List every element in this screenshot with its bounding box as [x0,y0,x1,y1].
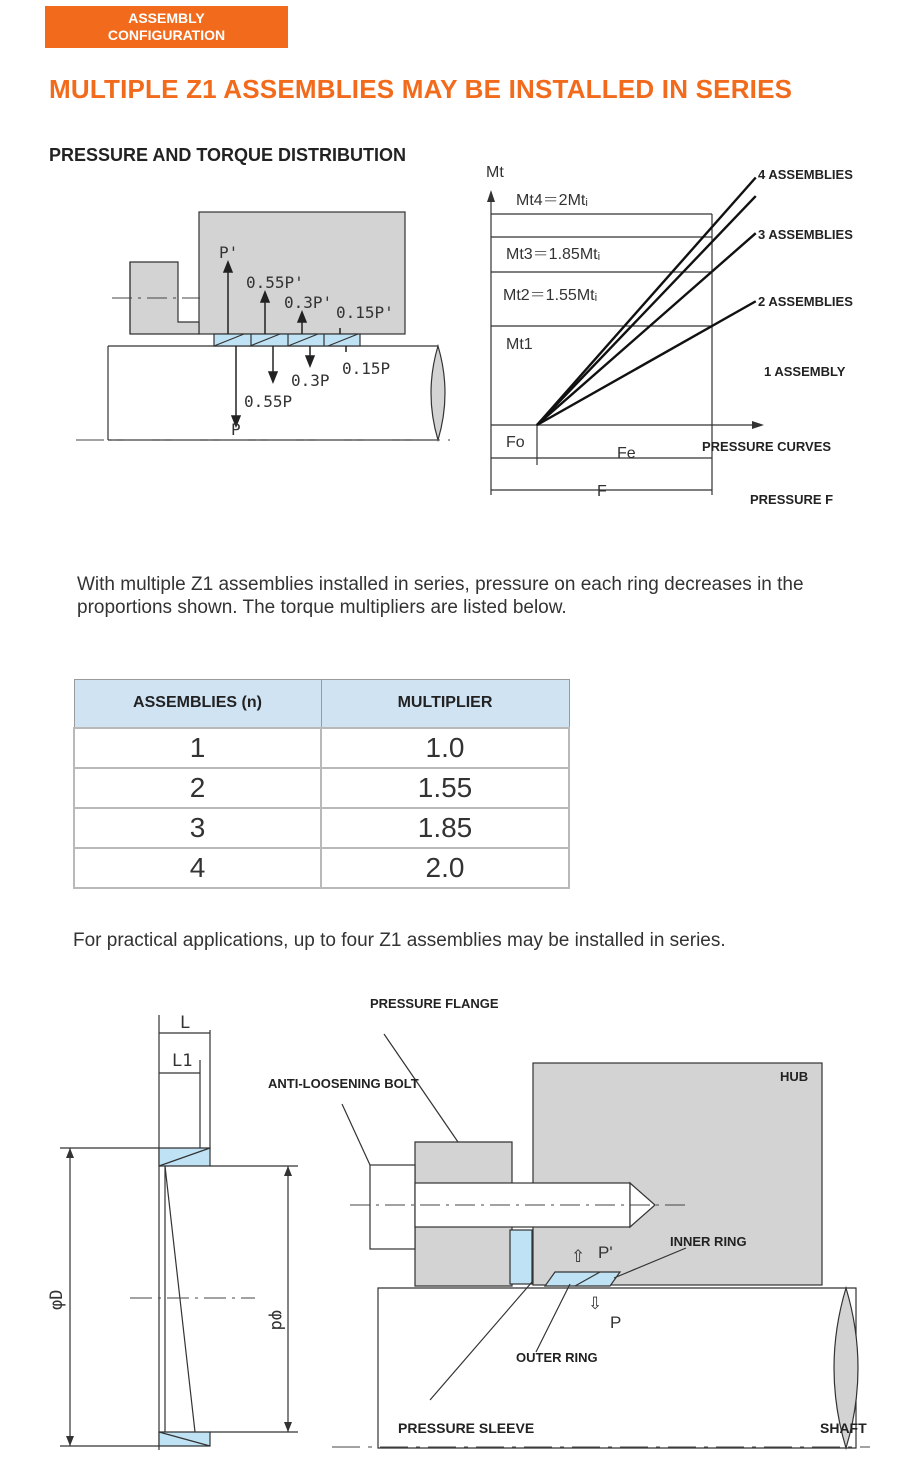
fe-label: Fe [617,445,636,462]
hub-label: HUB [780,1069,809,1084]
bolt-head [370,1165,415,1249]
intro-paragraph: With multiple Z1 assemblies installed in series, pressure on each ring decreases in the proportions shown. The torque multipliers are listed below. [77,574,804,618]
assembly-p-label: P [610,1313,622,1332]
badge-line-2: CONFIGURATION [107,27,226,43]
pressure-curves-label: PRESSURE CURVES [702,439,832,454]
badge-line-1: ASSEMBLY [128,10,205,26]
mt4-label: Mt4＝2Mtᵢ [516,192,588,209]
sleeve-ring [510,1230,532,1284]
up-arrow-icon: ⇧ [571,1247,586,1266]
f-label: F [597,483,607,500]
label-p-prime: P' [219,243,239,262]
cell-assemblies: 3 [74,808,321,848]
curve-2-label: 2 ASSEMBLIES [758,294,853,309]
inner-ring-label: INNER RING [670,1234,747,1249]
anti-loosening-bolt-label: ANTI-LOOSENING BOLT [268,1076,419,1091]
dim-small-d-label: φd [267,1310,287,1331]
mt3-label: Mt3＝1.85Mtᵢ [506,246,601,263]
dim-d-label: φD [47,1289,67,1310]
page-title: MULTIPLE Z1 ASSEMBLIES MAY BE INSTALLED IN SERIES [49,74,793,104]
series-paragraph: For practical applications, up to four Z1 assemblies may be installed in series. [73,930,726,951]
mt2-label: Mt2＝1.55Mtᵢ [503,287,598,304]
assembly-p-prime-label: P' [598,1243,613,1262]
cell-multiplier: 1.55 [321,768,569,808]
cell-multiplier: 1.85 [321,808,569,848]
down-arrow-icon: ⇩ [588,1294,603,1313]
rings-pair [545,1272,620,1286]
label-015p: 0.15P [342,359,391,378]
pressure-sleeve-label: PRESSURE SLEEVE [398,1420,535,1436]
cell-multiplier: 2.0 [321,848,569,888]
outer-ring-label: OUTER RING [516,1350,598,1365]
label-03p-prime: 0.3P' [284,293,333,312]
curve-1-label: 1 ASSEMBLY [764,364,846,379]
label-015p-prime: 0.15P' [336,303,394,322]
curve-4-label: 4 ASSEMBLIES [758,167,853,182]
section-title: PRESSURE AND TORQUE DISTRIBUTION [49,145,407,165]
pressure-f-label: PRESSURE F [750,492,834,507]
label-03p: 0.3P [291,371,330,390]
cell-assemblies: 2 [74,768,321,808]
y-axis-label: Mt [486,164,504,181]
dim-l1-label: L1 [172,1051,193,1071]
dim-l-label: L [180,1013,191,1033]
cell-assemblies: 4 [74,848,321,888]
shaft-label: SHAFT [820,1420,867,1436]
mt1-label: Mt1 [506,336,533,353]
label-055p: 0.55P [244,392,293,411]
fo-label: Fo [506,434,525,451]
cell-multiplier: 1.0 [321,728,569,768]
cell-assemblies: 1 [74,728,321,768]
label-p: P [231,420,241,439]
header-multiplier: MULTIPLIER [321,680,569,728]
label-055p-prime: 0.55P' [246,273,304,292]
header-assemblies: ASSEMBLIES (n) [74,680,321,728]
curve-3-label: 3 ASSEMBLIES [758,227,853,242]
pressure-flange-label: PRESSURE FLANGE [370,996,499,1011]
